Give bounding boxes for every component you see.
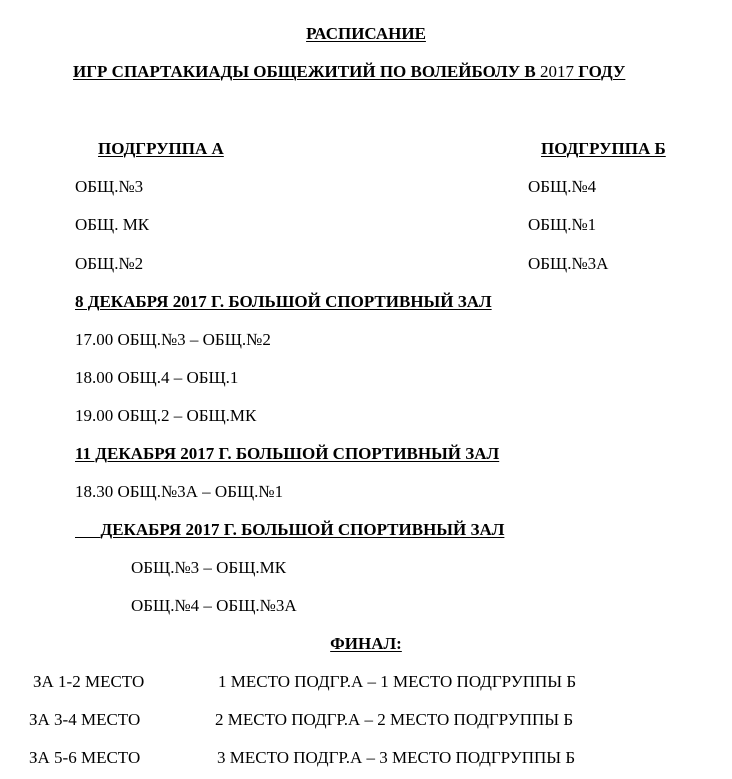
match-row: ОБЩ.№3 – ОБЩ.МК <box>131 558 287 577</box>
subtitle-text: ИГР СПАРТАКИАДЫ ОБЩЕЖИТИЙ ПО ВОЛЕЙБОЛУ В <box>73 62 540 81</box>
final-pairing: 1 МЕСТО ПОДГР.А – 1 МЕСТО ПОДГРУППЫ Б <box>218 672 577 691</box>
subtitle-suffix: ГОДУ <box>573 62 626 81</box>
final-place: ЗА 1-2 МЕСТО <box>33 672 145 691</box>
day-heading-text: ДЕКАБРЯ 2017 Г. БОЛЬШОЙ СПОРТИВНЫЙ ЗАЛ <box>100 520 505 539</box>
subtitle-year: 2017 <box>539 62 574 81</box>
document-subtitle <box>73 62 625 82</box>
group-b-heading: ПОДГРУППА Б <box>541 139 666 158</box>
group-a-team: ОБЩ. МК <box>75 215 150 234</box>
match-row: ОБЩ.№4 – ОБЩ.№3А <box>131 596 297 615</box>
final-place: ЗА 5-6 МЕСТО <box>29 748 141 767</box>
final-pairing: 3 МЕСТО ПОДГР.А – 3 МЕСТО ПОДГРУППЫ Б <box>217 748 576 767</box>
final-pairing: 2 МЕСТО ПОДГР.А – 2 МЕСТО ПОДГРУППЫ Б <box>215 710 574 729</box>
match-row: 19.00 ОБЩ.2 – ОБЩ.МК <box>75 406 257 425</box>
group-a-team: ОБЩ.№3 <box>75 177 144 196</box>
day-date-blank <box>75 520 101 539</box>
match-row: 18.00 ОБЩ.4 – ОБЩ.1 <box>75 368 239 387</box>
day-heading: 11 ДЕКАБРЯ 2017 Г. БОЛЬШОЙ СПОРТИВНЫЙ ЗАЛ <box>75 444 500 463</box>
day-heading: 8 ДЕКАБРЯ 2017 Г. БОЛЬШОЙ СПОРТИВНЫЙ ЗАЛ <box>75 292 492 311</box>
document-title: РАСПИСАНИЕ <box>306 24 426 43</box>
group-b-team: ОБЩ.№3А <box>528 254 609 273</box>
final-heading: ФИНАЛ: <box>330 634 402 653</box>
group-b-team: ОБЩ.№4 <box>528 177 597 196</box>
match-row: 18.30 ОБЩ.№3А – ОБЩ.№1 <box>75 482 284 501</box>
group-a-heading: ПОДГРУППА А <box>98 139 224 158</box>
day-heading <box>75 520 504 540</box>
final-place: ЗА 3-4 МЕСТО <box>29 710 141 729</box>
group-b-team: ОБЩ.№1 <box>528 215 597 234</box>
match-row: 17.00 ОБЩ.№3 – ОБЩ.№2 <box>75 330 271 349</box>
group-a-team: ОБЩ.№2 <box>75 254 144 273</box>
